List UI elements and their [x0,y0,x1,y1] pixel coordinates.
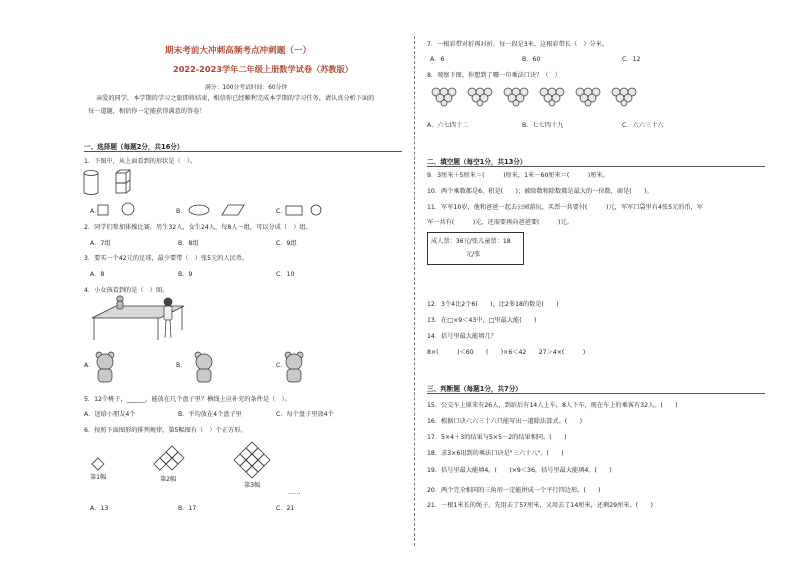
section-choice: 一、选择题（每题2分，共16分） [84,143,184,151]
q5-option-c: C．每个盘子里放4个 [276,411,334,418]
q11-text-line2: 军一共有( )元，还需要再向爸爸要( )元。 [427,219,573,226]
section-judge: 三、判断题（每题1分，共7分） [427,385,522,393]
q12-text: 12．3个4比2个6( )，比2多18的数是( ) [427,301,559,308]
square-shape [98,205,108,215]
q20-text: 20．两个完全相同的三角形一定能拼成一个平行四边形。( ) [427,487,601,494]
ticket-price-line2: 元/张 [466,251,481,258]
q17-text: 17．5×4＋3的结果与5×5－2的结果相同。( ) [427,434,567,441]
ticket-price-box [427,232,524,265]
q6-label-1: 第1幅 [90,474,107,481]
balloon-bunch-1 [432,88,456,106]
pattern-1 [92,458,104,470]
q7-option-a: A．6 [430,56,445,63]
section-rule [84,151,402,152]
q7-text: 7．一根彩带对折再对折，每一段是3米，这根彩带长（ ）分米。 [427,41,609,48]
q7-option-c: C．12 [622,56,641,63]
q6-ellipsis: …… [288,489,301,496]
intro-line-2: 每一道题，相信你一定能获得满意的答卷！ [88,108,206,115]
q4-scene-figure [84,296,204,342]
q2-option-b: B．8组 [178,240,199,247]
q1-option-shapes [98,202,418,216]
q2-option-a: A．7组 [90,240,111,247]
bear-view-a [96,352,114,382]
q6-pattern-figure [84,440,324,496]
balloon-bunch-4 [540,88,564,106]
q5-option-a: A．送给小朋友4个 [84,411,136,418]
pattern-3 [234,442,270,478]
q6-option-c: C．21 [276,505,295,512]
girl-figure [164,298,172,338]
q4-option-a: A． [84,362,95,369]
q5-option-b: B．平均放在4个盘子里 [178,411,242,418]
balloon-bunch-2 [468,88,492,106]
q3-option-a: A．8 [90,271,105,278]
q2-text: 2．同学们参加体操比赛，男生32人，女生24人，每8人一组，可以分成（ ）组。 [84,224,312,231]
bear-view-b [195,352,212,382]
q13-text: 13．在□×9＜43中，□里最大能( ) [427,317,537,324]
q3-option-b: B．9 [178,271,193,278]
q6-option-b: B．17 [178,505,197,512]
q18-text: 18．求3×6用到的乘法口诀是"三六十八"。( ) [427,450,564,457]
exam-subtitle: 2022-2023学年二年级上册数学试卷（苏教版） [173,64,353,74]
section-rule [427,166,765,167]
q1-option-c: C． [276,208,287,215]
exam-title: 期末考前大冲刺高频考点冲刺题（一） [165,46,312,56]
q8-option-c: C．六六三十六 [622,122,664,129]
q6-option-a: A．13 [90,505,109,512]
parallelogram-shape [222,205,244,215]
pattern-2 [154,446,184,470]
q3-option-c: C．10 [276,271,295,278]
q8-text: 8．观察下图，你想到了哪一句乘法口诀？（ ） [427,72,561,79]
q3-text: 3．要买一个42元的足球，最少要带（ ）张5元的人民币。 [84,255,249,262]
q8-option-b: B．七七四十九 [522,122,564,129]
q4-text: 4．小女孩看到的是（ ）图。 [84,287,169,294]
cylinder-figure [84,171,98,195]
q15-text: 15．公交车上原来有26人，到站后有14人上车，8人下车，现在车上的乘客有32人。( ) [427,402,678,409]
bear-view-c [285,352,303,382]
balloon-bunch-5 [576,88,600,106]
q6-text: 6．按照下面图形的排列规律，第5幅图有（ ）个正方形。 [84,427,247,434]
toy-bear-figure [117,296,123,309]
q7-option-b: B．60 [522,56,541,63]
ticket-price-line1: 成人票：36元/张儿童票：18 [431,238,511,245]
q8-option-a: A．六七四十二 [427,122,469,129]
intro-line-1: 亲爱的同学，本学期的学习之旅即将结束，相信你已经顺利完成本学期的学习任务，请认真分析下面的 [96,95,375,102]
q2-option-c: C．9组 [276,240,297,247]
q16-text: 16．根据口诀六六三十六只能写出一道除法算式。( ) [427,418,583,425]
q4-option-c: C． [276,362,287,369]
q14-blanks: 8×( )＜60 ( )×6＜42 27＞4×( ) [427,349,586,356]
q6-label-2: 第2幅 [160,476,177,483]
q14-text: 14．括号里最大能填几？ [427,333,497,340]
q8-balloons-figure [430,86,690,110]
q5-text: 5．12个桃子，______，能放在几个盘子里？横线上应补充的条件是（ ）。 [84,396,291,403]
small-circle-shape [311,205,321,215]
q1-text: 1．下图中，从上面看到的形状是（ ）。 [84,158,197,165]
exam-meta: 满分：100分考试时间：60分钟 [205,85,288,91]
q19-text: 19．括号里最大能填4。( )×9＜36，括号里最大能填4。( ) [427,467,612,474]
q1-option-a: A． [90,208,101,215]
q10-text: 10．两个乘数都是6，积是( )；被除数和除数都是最大的一位数，商是( )。 [427,188,653,195]
q1-option-b: B． [176,208,187,215]
q1-solids-figure [82,170,202,196]
balloon-bunch-3 [504,88,528,106]
q4-option-b: B． [176,362,187,369]
stacked-cubes-figure [116,170,130,193]
q21-text: 21．一根1米长的绳子，先用去了57厘米，又用去了14厘米，还剩29厘米。( ) [427,502,653,509]
balloon-bunch-6 [612,88,636,106]
q9-text: 9．3厘米＋5厘米＝( )厘米，1米－60厘米＝( )厘米。 [427,172,609,179]
q11-text-line1: 11．军军10岁，他和爸爸一起去公园游玩，买票一共要付( )元，军军口袋里有4张5元的币，军 [427,204,703,211]
section-fill: 二、填空题（每空1分，共13分） [427,158,527,166]
column-divider [414,36,415,546]
rectangle-shape [286,206,302,215]
ellipse-shape [189,205,209,215]
circle-shape [122,203,134,215]
q6-label-3: 第3幅 [244,482,261,489]
section-rule [427,393,765,394]
